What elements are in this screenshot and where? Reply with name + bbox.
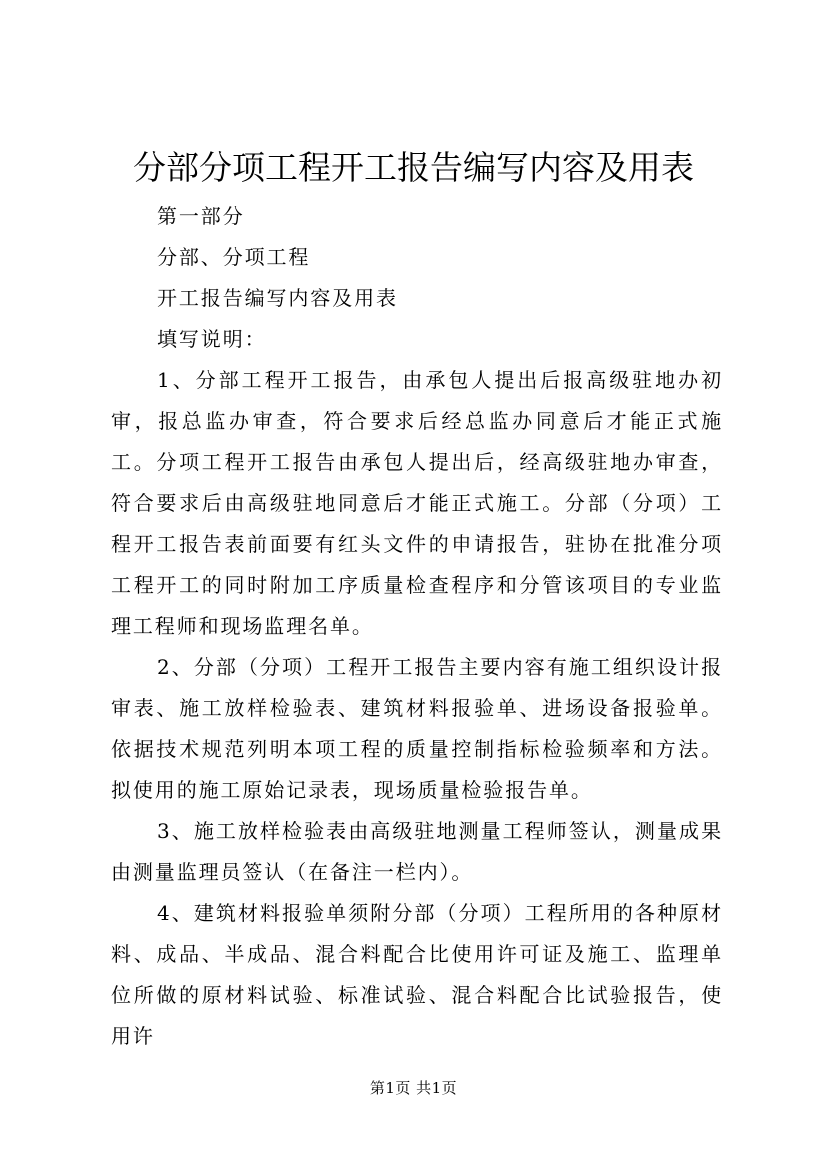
paragraph-1: 1、分部工程开工报告，由承包人提出后报高级驻地办初审，报总监办审查，符合要求后经总监办同意后才能正式施工。分项工程开工报告由承包人提出后，经高级驻地办审查，符合要求后由高级驻地同意后才能正式施工。分部（分项）工程开工报告表前面要有红头文件的申请报告，驻协在批准分项工程开工的同时附加工序质量检查程序和分管该项目的专业监理工程师和现场监理名单。: [111, 368, 723, 638]
paragraph-3: 3、施工放样检验表由高级驻地测量工程师签认，测量成果由测量监理员签认（在备注一栏内）。: [111, 819, 723, 884]
paragraph-2: 2、分部（分项）工程开工报告主要内容有施工组织设计报审表、施工放样检验表、建筑材料报验单、进场设备报验单。依据技术规范列明本项工程的质量控制指标检验频率和方法。拟使用的施工原始记录表，现场质量检验报告单。: [111, 655, 723, 802]
document-body: [111, 196, 723, 1057]
instructions-heading: 填写说明：: [157, 327, 267, 351]
section-subtitle: 分部、分项工程: [157, 245, 311, 269]
page-footer: 第1页 共1页: [369, 1079, 458, 1097]
document-title: 分部分项工程开工报告编写内容及用表: [133, 148, 694, 187]
paragraph-4: 4、建筑材料报验单须附分部（分项）工程所用的各种原材料、成品、半成品、混合料配合比使用许可证及施工、监理单位所做的原材料试验、标准试验、混合料配合比试验报告，使用许: [111, 901, 723, 1048]
section-label: 第一部分: [157, 204, 245, 228]
section-heading: 开工报告编写内容及用表: [157, 286, 398, 310]
